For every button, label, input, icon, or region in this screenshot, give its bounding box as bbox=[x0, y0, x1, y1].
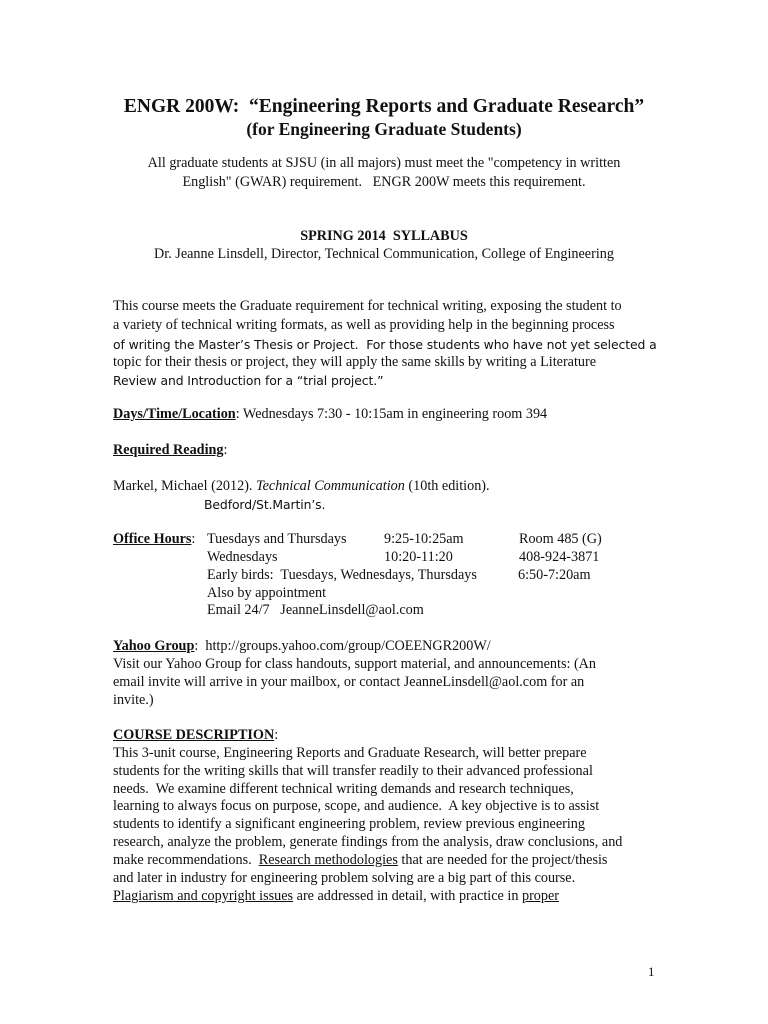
office-hours-appointment: Also by appointment bbox=[207, 585, 327, 601]
line-7-prefix: make recommendations. bbox=[113, 852, 259, 868]
citation-author: Markel, Michael (2012). bbox=[113, 478, 257, 494]
yahoo-group-line-3: invite.) bbox=[113, 692, 154, 708]
course-description-colon: : bbox=[274, 727, 279, 743]
course-description-line-7 bbox=[113, 852, 607, 870]
office-hours-room: Room 485 (G) bbox=[519, 531, 602, 547]
yahoo-group-line bbox=[113, 638, 491, 656]
course-description-line-2: students for the writing skills that will transfer readily to their advanced professional bbox=[113, 763, 593, 779]
intro-line-5: Review and Introduction for a “trial project.” bbox=[113, 373, 384, 388]
line-7-suffix: that are needed for the project/thesis bbox=[397, 852, 608, 868]
plagiarism-copyright-link: Plagiarism and copyright issues bbox=[113, 888, 294, 904]
office-hours-row1-days: Tuesdays and Thursdays bbox=[207, 531, 347, 547]
syllabus-term: SPRING 2014 SYLLABUS bbox=[300, 228, 468, 244]
course-description-line-4: learning to always focus on purpose, scope, and audience. A key objective is to assist bbox=[113, 798, 600, 814]
office-hours-early-time: 6:50-7:20am bbox=[518, 567, 591, 583]
reading-citation bbox=[113, 478, 490, 496]
course-description-line-1: This 3-unit course, Engineering Reports and Graduate Research, will better prepare bbox=[113, 745, 587, 761]
office-hours-colon: : bbox=[191, 531, 196, 547]
office-hours-early-birds: Early birds: Tuesdays, Wednesdays, Thursdays bbox=[207, 567, 477, 583]
course-description-label: COURSE DESCRIPTION bbox=[113, 727, 275, 743]
page-number: 1 bbox=[648, 964, 655, 979]
citation-edition: (10th edition). bbox=[404, 478, 490, 494]
yahoo-group-line-2: email invite will arrive in your mailbox, or contact JeanneLinsdell@aol.com for an bbox=[113, 674, 585, 690]
course-description-line-9 bbox=[113, 888, 559, 906]
course-description-line-8: and later in industry for engineering problem solving are a big part of this course. bbox=[113, 870, 576, 886]
required-reading-label: Required Reading bbox=[113, 442, 224, 458]
intro-line-4: topic for their thesis or project, they will apply the same skills by writing a Literature bbox=[113, 354, 597, 370]
required-reading-colon: : bbox=[223, 442, 228, 458]
yahoo-group-label: Yahoo Group bbox=[113, 638, 195, 654]
days-time-location-value: : Wednesdays 7:30 - 10:15am in engineering room 394 bbox=[235, 406, 548, 422]
gwar-note-line-2: English" (GWAR) requirement. ENGR 200W meets this requirement. bbox=[182, 174, 586, 190]
instructor-line: Dr. Jeanne Linsdell, Director, Technical Communication, College of Engineering bbox=[154, 246, 614, 262]
office-hours-row2-days: Wednesdays bbox=[207, 549, 278, 565]
citation-publisher: Bedford/St.Martin’s. bbox=[204, 497, 326, 512]
page-title: ENGR 200W: “Engineering Reports and Graduate Research” bbox=[123, 96, 645, 117]
required-reading-heading bbox=[113, 442, 227, 460]
gwar-note-line-1: All graduate students at SJSU (in all majors) must meet the "competency in written bbox=[147, 155, 621, 171]
course-description-line-5: students to identify a significant engineering problem, review previous engineering bbox=[113, 816, 585, 832]
proper-link: proper bbox=[521, 888, 560, 904]
research-methodologies-link: Research methodologies bbox=[258, 852, 398, 868]
intro-line-1: This course meets the Graduate requirement for technical writing, exposing the student to bbox=[113, 298, 622, 314]
course-description-line-3: needs. We examine different technical writing demands and research techniques, bbox=[113, 781, 574, 797]
yahoo-group-line-1: Visit our Yahoo Group for class handouts, support material, and announcements: (An bbox=[113, 656, 597, 672]
days-time-location bbox=[113, 406, 547, 424]
office-hours-phone: 408-924-3871 bbox=[519, 549, 600, 565]
days-time-location-label: Days/Time/Location bbox=[113, 406, 236, 422]
citation-book-title: Technical Communication bbox=[256, 478, 405, 494]
page-subtitle: (for Engineering Graduate Students) bbox=[246, 119, 522, 139]
office-hours-row2-time: 10:20-11:20 bbox=[384, 549, 453, 565]
office-hours-email: Email 24/7 JeanneLinsdell@aol.com bbox=[207, 602, 424, 618]
course-description-line-6: research, analyze the problem, generate findings from the analysis, draw conclusions, and bbox=[113, 834, 623, 850]
course-description-heading bbox=[113, 727, 278, 745]
office-hours-label: Office Hours bbox=[113, 531, 192, 547]
intro-line-3: of writing the Master’s Thesis or Project. For those students who have not yet selected a bbox=[113, 337, 657, 352]
yahoo-group-url[interactable]: : http://groups.yahoo.com/group/COEENGR200W/ bbox=[194, 638, 491, 654]
office-hours-row1-time: 9:25-10:25am bbox=[384, 531, 464, 547]
intro-line-2: a variety of technical writing formats, as well as providing help in the beginning process bbox=[113, 317, 615, 333]
line-9-middle: are addressed in detail, with practice in bbox=[293, 888, 522, 904]
office-hours-heading bbox=[113, 531, 195, 549]
